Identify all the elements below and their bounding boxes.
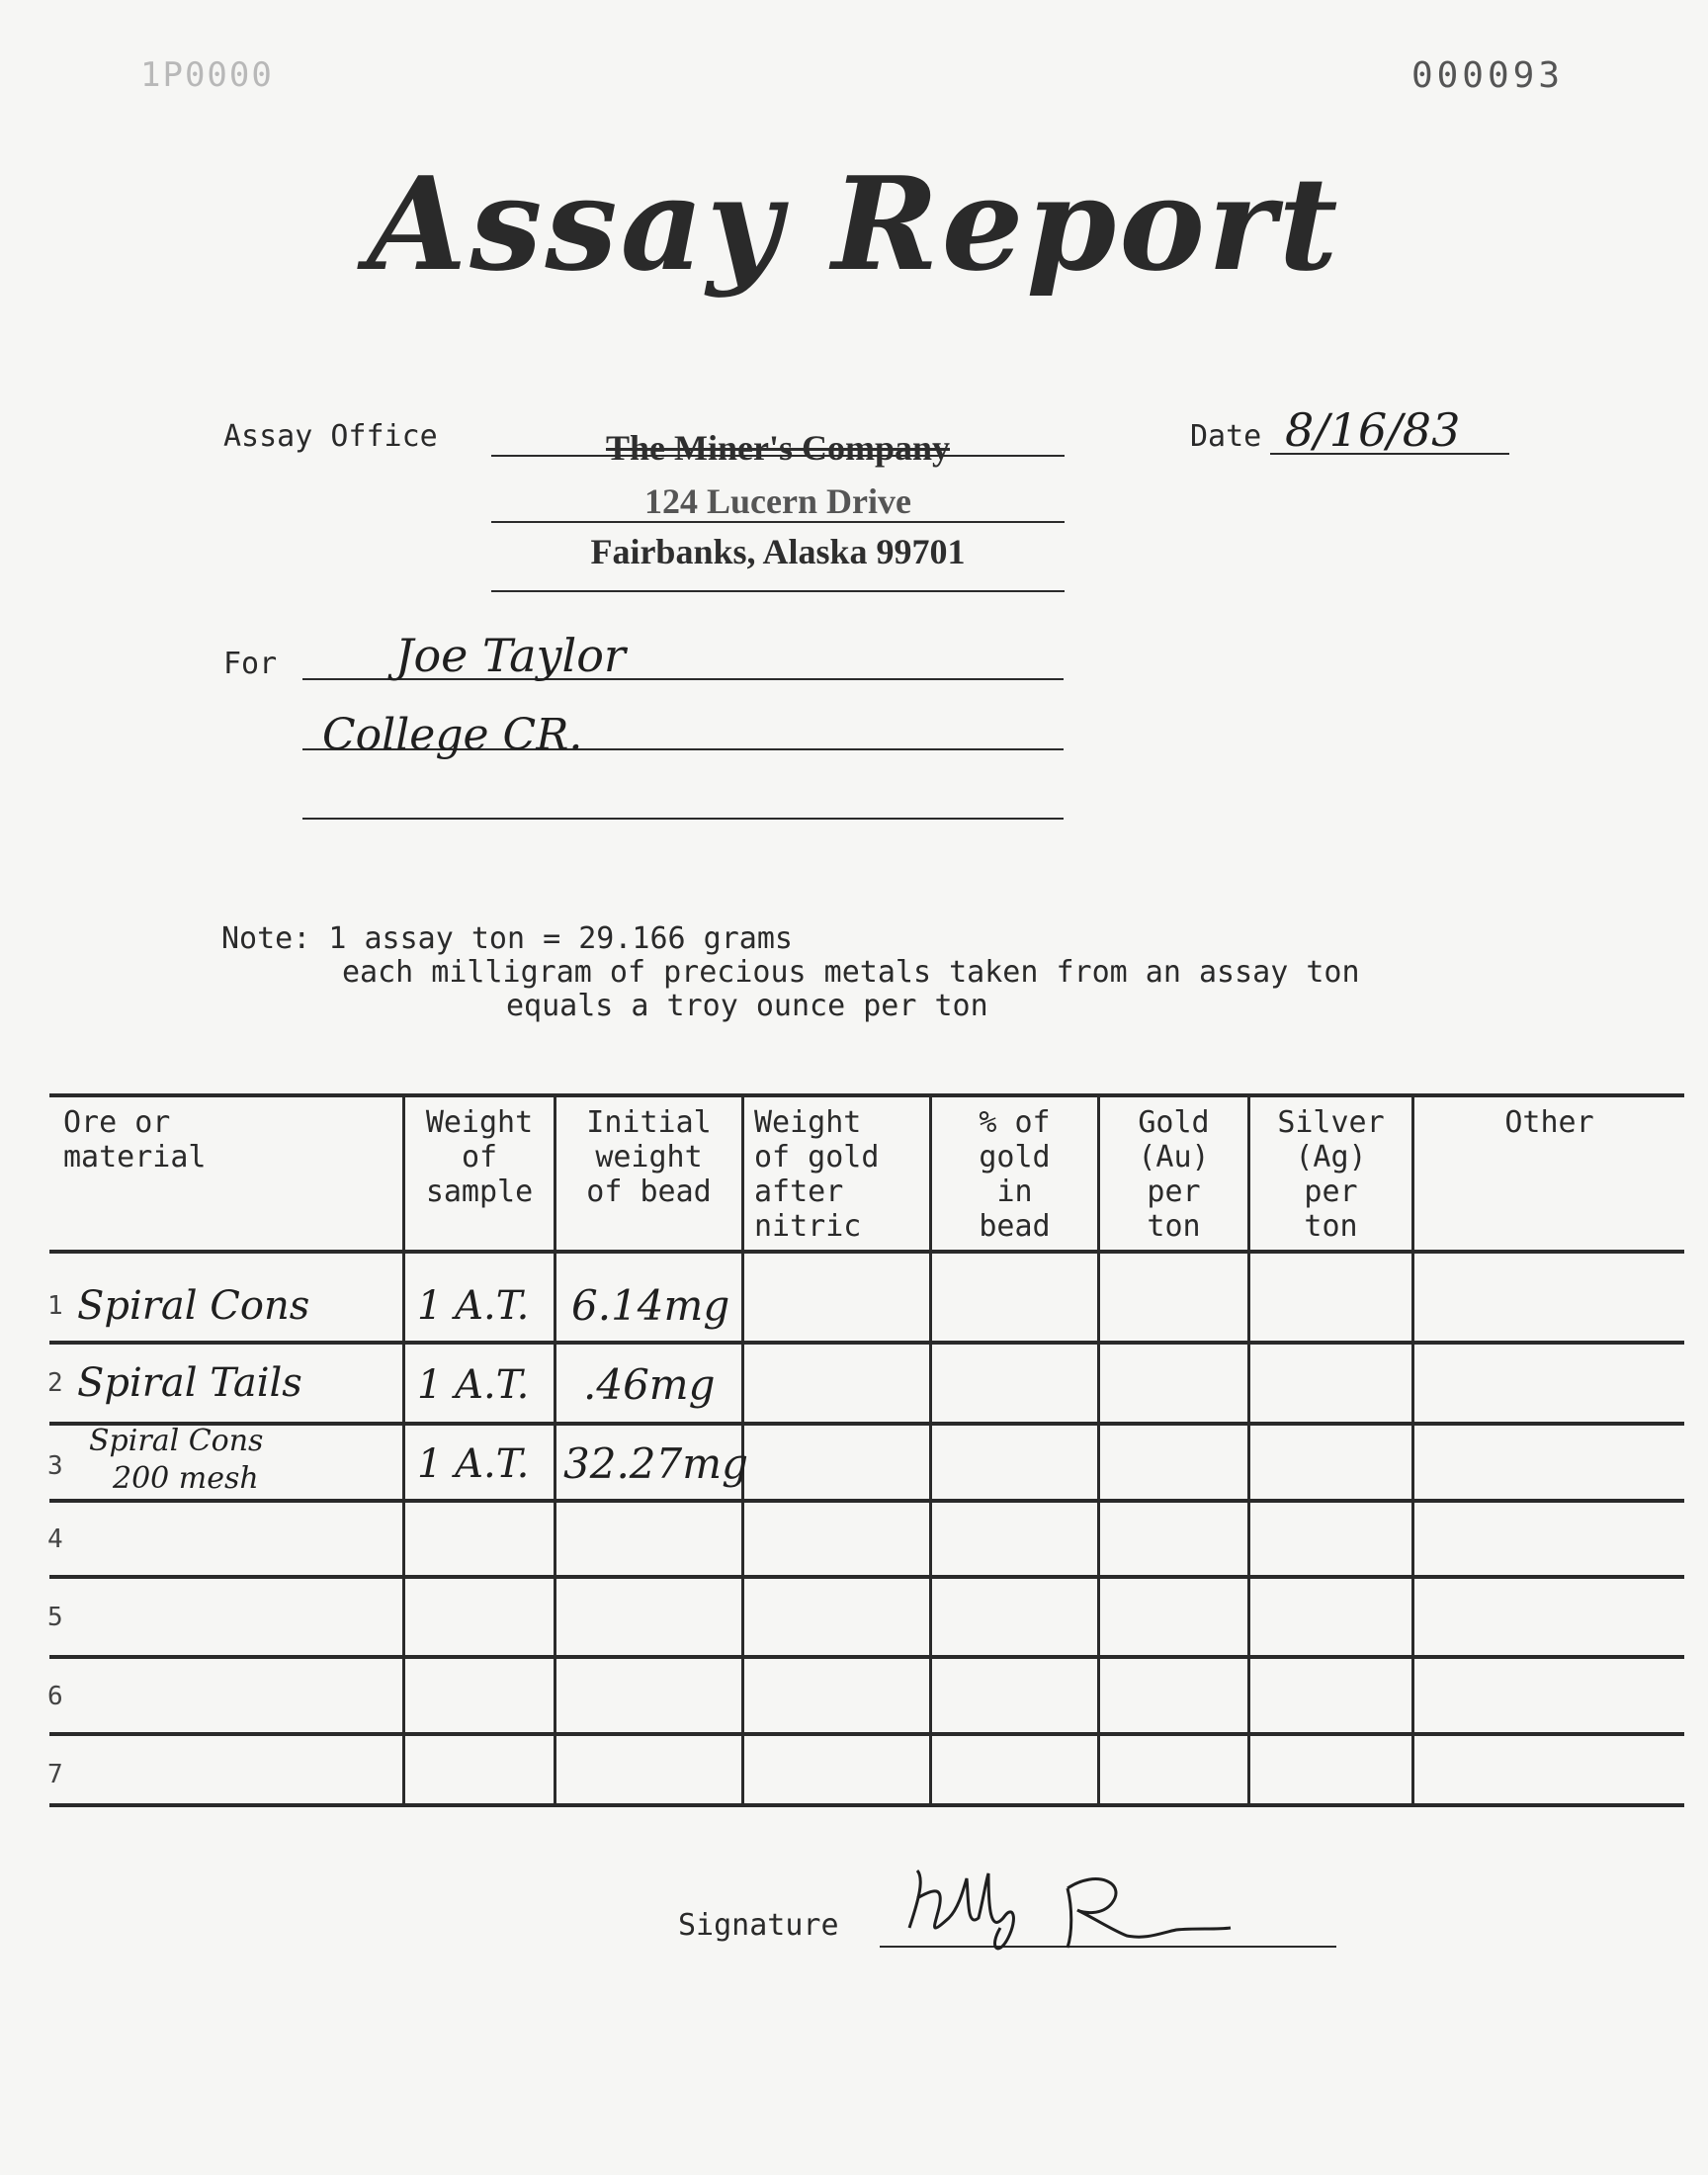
table-column-rule xyxy=(1411,1093,1414,1807)
row-number: 2 xyxy=(47,1368,63,1398)
column-header-gold-per-ton: Gold (Au) per ton xyxy=(1138,1105,1210,1244)
office-stamp-name: The Miner's Company xyxy=(605,428,950,468)
note-line-1: Note: 1 assay ton = 29.166 grams xyxy=(221,921,793,956)
row-number: 6 xyxy=(47,1682,63,1711)
signature-label: Signature xyxy=(678,1908,839,1943)
row-number: 1 xyxy=(47,1291,63,1321)
column-header-weight-of-sample: Weight of sample xyxy=(425,1105,534,1209)
row-number: 3 xyxy=(47,1451,63,1481)
for-label: For xyxy=(223,647,278,681)
column-header-initial-weight-of-bead: Initial weight of bead xyxy=(586,1105,712,1209)
row-number: 5 xyxy=(47,1603,63,1632)
report-title: Assay Report xyxy=(367,148,1341,300)
table-rule xyxy=(49,1655,1684,1659)
column-header-other: Other xyxy=(1504,1105,1594,1140)
row-3-material: Spiral Cons xyxy=(89,1424,264,1458)
column-header-percent-gold-in-bead: % of gold in bead xyxy=(979,1105,1051,1244)
document-number: 000093 xyxy=(1410,55,1564,96)
column-header-silver-per-ton: Silver (Ag) per ton xyxy=(1277,1105,1385,1244)
row-number: 7 xyxy=(47,1760,63,1789)
faint-document-mark: 1P0000 xyxy=(140,55,274,95)
row-1-material: Spiral Cons xyxy=(77,1283,310,1329)
row-3-weight-of-sample: 1 A.T. xyxy=(417,1441,530,1487)
table-rule xyxy=(49,1250,1684,1254)
office-stamp-street: 124 Lucern Drive xyxy=(644,481,911,521)
date-value: 8/16/83 xyxy=(1285,403,1461,457)
row-1-weight-of-sample: 1 A.T. xyxy=(417,1283,530,1329)
office-stamp-city: Fairbanks, Alaska 99701 xyxy=(590,532,966,571)
table-rule xyxy=(49,1093,1684,1097)
row-number: 4 xyxy=(47,1524,63,1554)
handwritten-signature xyxy=(890,1859,1305,1967)
note-line-2: each milligram of precious metals taken from an assay ton xyxy=(342,955,1360,990)
note-line-3: equals a troy ounce per ton xyxy=(506,989,988,1023)
row-2-initial-weight-of-bead: .46mg xyxy=(583,1360,716,1409)
row-2-weight-of-sample: 1 A.T. xyxy=(417,1362,530,1408)
row-1-initial-weight-of-bead: 6.14mg xyxy=(571,1281,730,1330)
assay-table xyxy=(49,1093,1684,1807)
table-rule xyxy=(49,1575,1684,1579)
table-rule xyxy=(49,1499,1684,1503)
date-label: Date xyxy=(1190,419,1262,454)
column-header-material: Ore or material xyxy=(63,1105,207,1174)
row-2-material: Spiral Tails xyxy=(77,1360,302,1406)
for-name: Joe Taylor xyxy=(395,629,626,682)
table-rule xyxy=(49,1341,1684,1345)
table-rule xyxy=(49,1732,1684,1736)
table-rule xyxy=(49,1803,1684,1807)
for-line-3 xyxy=(302,818,1064,820)
row-3-material-detail: 200 mesh xyxy=(113,1461,259,1496)
table-rule xyxy=(49,1422,1684,1426)
assay-office-label: Assay Office xyxy=(223,419,438,454)
assay-office-line-3 xyxy=(491,590,1065,592)
column-header-weight-of-gold-after-nitric: Weight of gold after nitric xyxy=(754,1105,880,1244)
for-location: College CR. xyxy=(322,710,583,760)
row-3-initial-weight-of-bead: 32.27mg xyxy=(563,1439,748,1488)
